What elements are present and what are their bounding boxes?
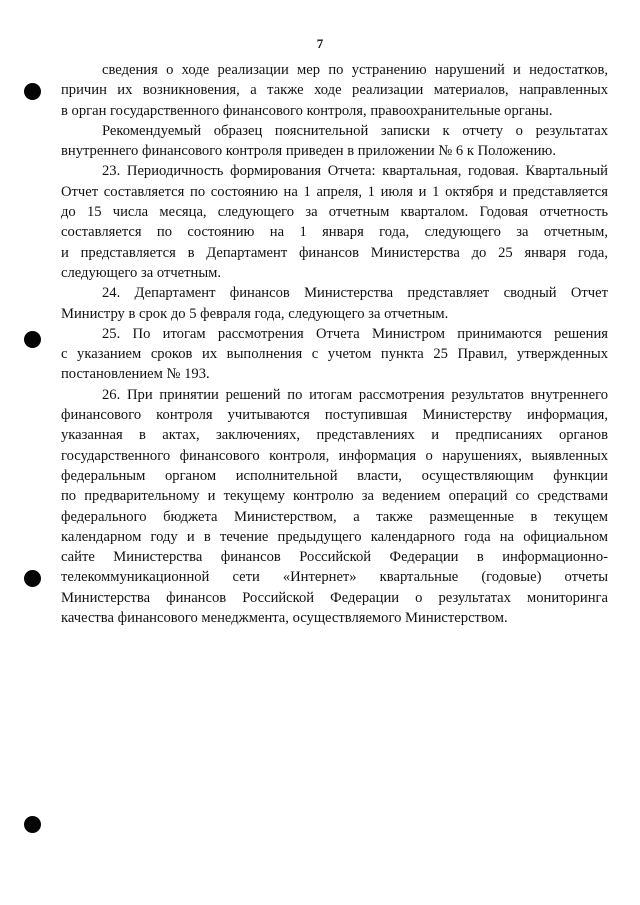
text-line: телекоммуникационной сети «Интернет» квартальные (годовые) отчеты bbox=[61, 569, 608, 586]
text-line: Отчет составляется по состоянию на 1 апреля, 1 июля и 1 октября и представляется bbox=[61, 183, 608, 200]
text-line: составляется по состоянию на 1 января года, следующего за отчетным, bbox=[61, 224, 608, 241]
text-line: с указанием сроков их выполнения с учетом пункта 25 Правил, утвержденных bbox=[61, 346, 608, 363]
text-line: причин их возникновения, а также ходе реализации материалов, направленных bbox=[61, 82, 608, 99]
text-line: 26. При принятии решений по итогам рассмотрения результатов внутреннего bbox=[102, 386, 608, 403]
text-line: финансового контроля учитываются поступившая Министерству информация, bbox=[61, 407, 608, 424]
page-number: 7 bbox=[316, 36, 324, 51]
paragraph-p23 bbox=[61, 161, 608, 283]
text-line: качества финансового менеджмента, осуществляемого Министерством. bbox=[61, 610, 508, 627]
text-line: Министерства финансов Российской Федерации о результатах мониторинга bbox=[61, 589, 608, 606]
text-line: Министру в срок до 5 февраля года, следующего за отчетным. bbox=[61, 305, 449, 322]
document-body bbox=[61, 60, 608, 628]
paragraph-p2 bbox=[61, 121, 608, 162]
text-line: государственного финансового контроля, информация о нарушениях, выявленных bbox=[61, 447, 608, 464]
text-line: указанная в актах, заключениях, представлениях и предписаниях органов bbox=[61, 427, 608, 444]
text-line: в орган государственного финансового контроля, правоохранительные органы. bbox=[61, 102, 553, 119]
text-line: 25. По итогам рассмотрения Отчета Министром принимаются решения bbox=[102, 325, 608, 342]
paragraph-p25 bbox=[61, 324, 608, 385]
text-line: 23. Периодичность формирования Отчета: квартальная, годовая. Квартальный bbox=[102, 163, 608, 180]
text-line: сайте Министерства финансов Российской Федерации в информационно- bbox=[61, 549, 608, 566]
text-line: федеральным органом исполнительной власти, осуществляющим функции bbox=[61, 467, 608, 484]
text-line: сведения о ходе реализации мер по устранению нарушений и недостатков, bbox=[102, 62, 608, 78]
paragraph-p24 bbox=[61, 283, 608, 324]
text-line: Рекомендуемый образец пояснительной записки к отчету о результатах bbox=[102, 122, 608, 139]
text-line: 24. Департамент финансов Министерства представляет сводный Отчет bbox=[102, 285, 608, 302]
text-line: календарном году и в течение предыдущего календарного года на официальном bbox=[61, 528, 608, 545]
punch-hole bbox=[24, 331, 41, 348]
text-line: постановлением № 193. bbox=[61, 366, 210, 383]
punch-hole bbox=[24, 570, 41, 587]
text-line: внутреннего финансового контроля приведен в приложении № 6 к Положению. bbox=[61, 143, 556, 160]
paragraph-p1 bbox=[61, 60, 608, 121]
text-line: следующего за отчетным. bbox=[61, 264, 222, 281]
punch-hole bbox=[24, 816, 41, 833]
text-line: по предварительному и текущему контролю за ведением операций со средствами bbox=[61, 488, 608, 505]
punch-hole bbox=[24, 83, 41, 100]
text-line: и представляется в Департамент финансов Министерства до 25 января года, bbox=[61, 244, 608, 261]
paragraph-p26 bbox=[61, 385, 608, 629]
text-line: федерального бюджета Министерством, а также размещенные в текущем bbox=[61, 508, 608, 525]
text-line: до 15 числа месяца, следующего за отчетным кварталом. Годовая отчетность bbox=[61, 204, 608, 221]
